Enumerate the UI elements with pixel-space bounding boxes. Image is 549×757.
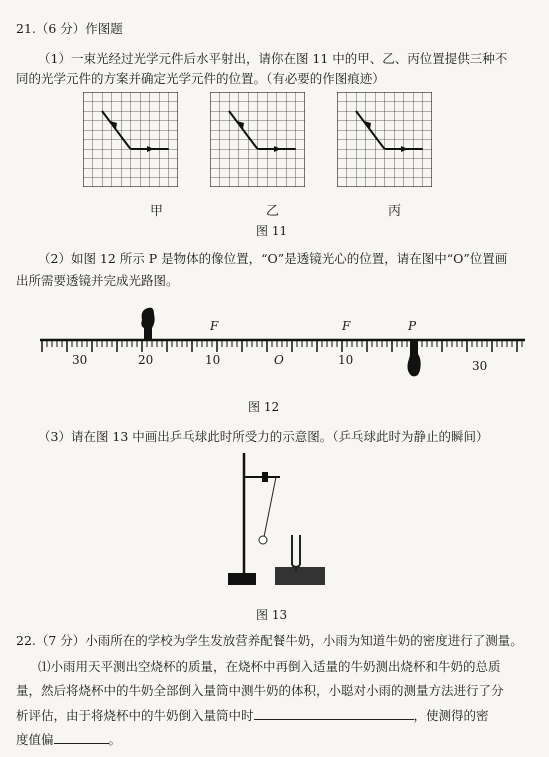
q22-line4 bbox=[16, 730, 121, 748]
q22-line3-suffix: ，使测得的密 bbox=[413, 708, 489, 723]
ruler-ticks bbox=[42, 340, 522, 352]
focus-label-right: F bbox=[342, 319, 351, 333]
q22-line1: ⑴小雨用天平测出空烧杯的质量，在烧杯中再倒入适量的牛奶测出烧杯和牛奶的总质 bbox=[38, 659, 501, 674]
tick-label-10-right: 10 bbox=[338, 353, 354, 367]
grid-yi-drawing bbox=[210, 92, 305, 187]
q22-line2: 量，然后将烧杯中的牛奶全部倒入量筒中测牛奶的体积，小聪对小雨的测量方法进行了分 bbox=[16, 683, 504, 698]
grid-jia bbox=[83, 92, 178, 187]
part2-text-line2: 出所需要透镜并完成光路图。 bbox=[16, 273, 179, 288]
image-candle-right bbox=[408, 340, 421, 376]
part3-text-line1: （3）请在图 13 中画出乒乓球此时所受力的示意图。（乒乓球此时为静止的瞬间） bbox=[38, 429, 489, 444]
q22-line4-prefix: 度值偏 bbox=[16, 732, 54, 747]
part1-text-line1: （1）一束光经过光学元件后水平射出，请你在图 11 中的甲、乙、丙位置提供三种不 bbox=[38, 51, 508, 66]
figure-11-caption: 图 11 bbox=[256, 224, 288, 238]
tick-label-30-right: 30 bbox=[472, 359, 488, 373]
grid-yi bbox=[210, 92, 305, 187]
image-label-P: P bbox=[408, 319, 417, 333]
tick-label-30-left: 30 bbox=[72, 353, 88, 367]
grid-bing bbox=[337, 92, 432, 187]
grid-label-yi: 乙 bbox=[266, 204, 280, 219]
object-candle-left bbox=[141, 308, 154, 340]
tick-label-10-left: 10 bbox=[205, 353, 221, 367]
q22-line3 bbox=[16, 706, 489, 724]
grid-bing-drawing bbox=[337, 92, 432, 187]
part2-text-line1: （2）如图 12 所示 P 是物体的像位置，“O”是透镜光心的位置，请在图中“O”位置画 bbox=[38, 251, 508, 266]
optical-bench-ruler bbox=[30, 300, 530, 390]
iron-stand-drawing bbox=[220, 445, 330, 595]
iron-stand-figure bbox=[220, 445, 330, 595]
focus-label-left: F bbox=[210, 319, 219, 333]
grid-jia-drawing bbox=[83, 92, 178, 187]
lens-center-label-O: O bbox=[274, 353, 284, 367]
grid-label-bing: 丙 bbox=[388, 204, 402, 219]
tick-label-20-left: 20 bbox=[138, 353, 154, 367]
answer-blank-1[interactable] bbox=[254, 706, 414, 720]
figure-12-caption: 图 12 bbox=[248, 400, 280, 414]
grid-label-jia: 甲 bbox=[150, 204, 164, 219]
q22-line4-suffix: 。 bbox=[108, 732, 122, 747]
part1-text-line2: 同的光学元件的方案并确定光学元件的位置。（有必要的作图痕迹） bbox=[16, 71, 385, 86]
figure-13-caption: 图 13 bbox=[256, 608, 288, 622]
answer-blank-2[interactable] bbox=[54, 730, 109, 744]
question-21-heading: 21.（6 分）作图题 bbox=[16, 21, 123, 36]
question-22-heading: 22.（7 分）小雨所在的学校为学生发放营养配餐牛奶，小雨为知道牛奶的密度进行了测量。 bbox=[16, 633, 523, 648]
ruler-drawing bbox=[30, 300, 530, 390]
q22-line3-prefix: 析评估，由于将烧杯中的牛奶倒入量筒中时 bbox=[16, 708, 254, 723]
